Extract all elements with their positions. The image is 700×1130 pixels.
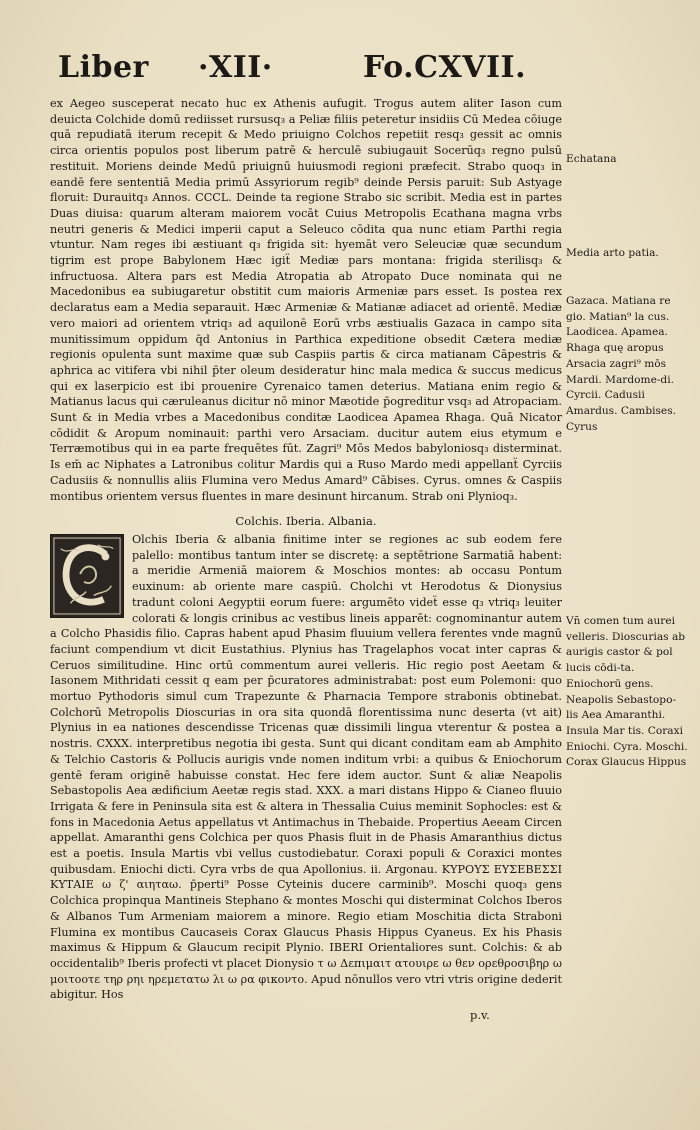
margin-note: Media arto patia. [566,247,659,259]
section-heading: Colchis. Iberia. Albania. [235,514,377,529]
margin-note: Echatana [566,153,617,165]
margin-note: Vn̄ comen tum aurei velleris. Dioscurias ab aurigis castor & pol lucis cōdi-ta. Eniochorū gens. Neapolis Sebastopo-lis Aea Amaranthi. Insula Mar tis. Coraxi Eniochi. Cyra. Moschi. Corax Glaucus Hippus [566,615,688,769]
margin-note: Gazaca. Matiana re gio. Matian⁹ la cus. Laodicea. Apamea. Rhaga quę aropus Arsacia zagri⁹ mōs Mardi. Mardome-di. Cyrcii. Cadusii Amardus. Cambises. Cyrus [566,295,676,433]
running-title-liber: Liber [58,50,149,85]
ornament-icon [51,535,123,617]
paragraph-media: ex Aegeo susceperat necato huc ex Athenis aufugit. Trogus autem aliter Iason cum deuicta Colchide domū rediisset rursusq₃ a Peliæ filiis peteretur insidiis Cū Medea cōiuge quā repudiatā iterum recepit & Medo priuigno Colchos repetiit resq₃ gessit ac omnis circa orientis populos post liberum patrē & herculē subiugauit Socerūq₃ regno pulsū restituit. Moriens deinde Medū priuignū huiusmodi regioni præfecit. Strabo quoq₃ in eandē fere sententiā Media primū Assyriorum regib⁹ deinde Persis paruit: Sub Astyage floruit: Durauitq₃ Annos. CCCL. Deinde ta regione Strabo sic scribit. Media est in partes Duas diuisa: quarum alteram maiorem vocāt Cuius Metropolis Ecathana magna vrbs neutri generis & Medici imperii caput a Seleuco cōdita qua nunc etiam Parthi regia vtuntur. Nam reges ibi æstiuant q₃ frigida sit: hyemāt vero Seleuciæ quæ secundum tigrim est prope Babylonem Hæc igiẗ Mediæ pars montana: frigida sterilisq₃ & infructuosa. Altera pars est Media Atropatia ab Atropato Duce nominata qui ne Macedonibus ea subiugaretur obstitit cum maioris Armeniæ pars esset. Is postea rex declaratus eam a Media separauit. Hæc Armeniæ & Matianæ adiacet ad orientē. Mediæ vero maiori ad orientem vtriq₃ ad aquilonē Eorū vrbs æstiualis Gazaca in campo sita munitissimum oppidum q̄d Antonius in Parthica expeditione obsedit Cætera mediæ regionis opulenta sunt maxime quæ sub Caspiis partis & circa matianam Cāpestris & aphrica ac vitifera vbi nihil p̄ter oleum desideratur hinc mala medica & succus medicus qui ex laserpicio est ibi prouenire Cyrenaico tamen deterius. Matiana enim regio & Matianus lacus qui cæruleanus dicitur nō minor Mæotide p̄ogreditur vsq₃ ad Atropaciam. Sunt & in Media vrbes a Macedonibus conditæ Laodicea Apamea Rhaga. Quā Nicator cōdidit & Aropum nominauit: parthi vero Arsaciam. ducitur autem eius etymum e Terræmotibus qui in ea parte frequētes fūt. Zagri⁹ Mōs Medos babyloniosq₃ disterminat. Is em̄ ac Niphates a Latronibus colitur Mardis qui a Ruso Mardo medi appellanẗ Cyrciis Cadusiis & nonnullis aliis Flumina vero Medus Amard⁹ Cābises. Cyrus. omnes & Caspiis montibus orientem versus fluentes in mare desinunt hircanum. Strab oni Plynioq₃. [50,97,562,503]
main-text-column [50,96,562,1003]
paragraph-colchis: Olchis Iberia & albania finitime inter se regiones ac sub eodem fere palello: montibus tantum inter se discretę: a septētrione Sarmatiā habent: a meridie Armeniā maiorem & Moschios montes: ab occasu Pontum euxinum: ab oriente mare caspiū. Cholchi vt Herodotus & Dionysius tradunt coloni Aegyptii eorum fuere: argumēto videẗ esse q₃ vtriq₃ leuiter colorati & longis crinibus ac vestibus lineis apparēt: cognominantur autem a Colcho Phasidis filio. Capras habent apud Phasim fluuium vellera ferentes vnde magnū faciunt compendium vt dicit Eustathius. Plynius has Tragelaphos vocat inter capras & Ceruos similitudine. Hinc ortū commentum aurei velleris. Hic regio post Aeetam & Iasonem Mithridati cessit q eam per p̄curatores administrabat: post eum Polemoni: quo mortuo Pythodoris simul cum Trapezunte & Pharnacia Tempore strabonis obtinebat. Colchorū Metropolis Dioscurias in ora sita quondā florentissima nunc deserta (vt ait) Plynius in ea nationes descendisse Tricenas quæ dissimili lingua vterentur & postea a nostris. CXXX. interpretibus negotia ibi gesta. Sunt qui dicant conditam eam ab Amphito & Telchio Castoris & Pollucis aurigis vnde nomen inditum vrbi: a quibus & Eniochorum gentē feram originē habuisse constat. Hec fere idem auctor. Sunt & aliæ Neapolis Sebastopolis Aea ædificium Aeetæ regis stad. XXX. a mari distans Hippo & Cianeo fluuio Irrigata & fere in Peninsula sita est & altera in Thessalia Cuius meminit Sophocles: est & fons in Macedonia Aetus appellatus vt Antimachus in Thebaide. Propertius Aeeam Circen appellat. Amaranthi gens Colchica per quos Phasis fluit in de Phasis Amaranthius dictus est a poetis. Insula Martis vbi vellus custodiebatur. Coraxi populi & Coraxici montes quibusdam. Eniochi dicti. Cyra vrbs de qua Apollonius. ii. Argonau. ΚΥΡΟΥΣ ΕΥΣΕΒΕΣΣΙ ΚΥΤΑΙΕ ω ζ' αιηταω. p̄perti⁹ Posse Cyteinis ducere carminib⁹. Moschi quoq₃ gens Colchica propinqua Mantineis Stephano & montes Moschi qui disterminat Colchos Iberos & Albanos Tum Armeniam maiorem a minore. Regio etiam Moschitia dicta Straboni Flumina ex montibus Caucaseis Corax Glaucus Phasis Hippus Cyaneus. Ex his Phasis maximus & Hippum & Glaucum recipit Plynio. IBERI Orientaliores sunt. Colchis: & ab occidentalib⁹ Iberis profecti vt placet Dionysio τ ω Δεπιμαιτ ατουιρε ω θεν ορεθροσιβηρ ω μοιτοοτε τηρ ρηι ηρεμετατω λι ω ρα φικοντο. Apud nōnullos vero vtri vtris origine dederit abigitur. Hos [50,532,562,1002]
signature-mark: p.v. [470,1008,490,1022]
book-number: ·XII· [198,50,273,85]
folio-number: Fo.CXVII. [363,50,527,85]
decorated-initial-c-icon [50,534,124,618]
page-header [58,50,548,96]
